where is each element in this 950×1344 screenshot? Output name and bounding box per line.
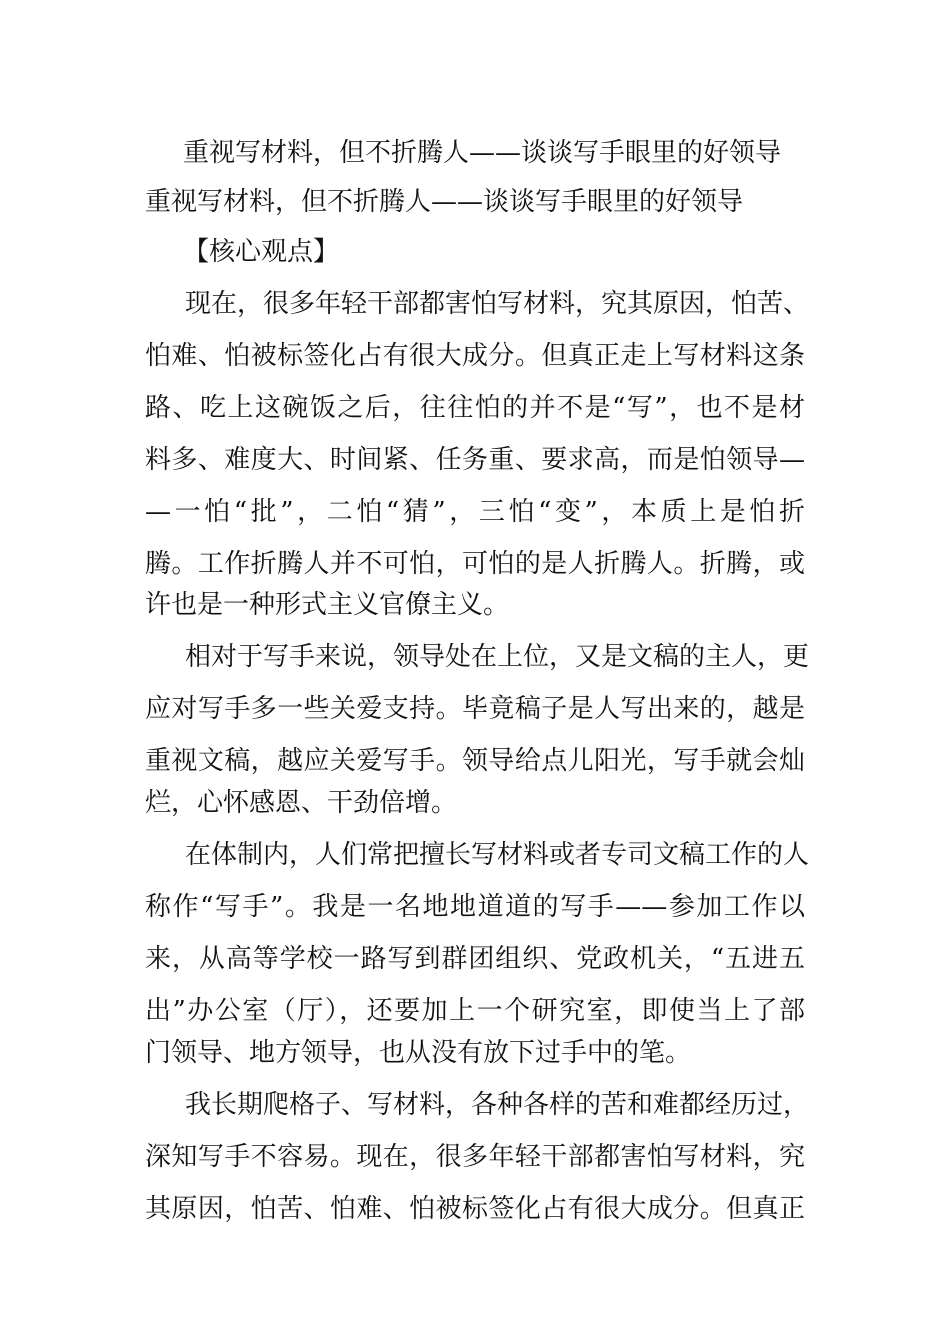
paragraph-line: 许也是一种形式主义官僚主义。 [145, 590, 510, 620]
paragraph-line: 现在，很多年轻干部都害怕写材料，究其原因，怕苦、 [185, 289, 810, 319]
paragraph-line: 称作“写手”。我是一名地地道道的写手——参加工作以 [145, 892, 805, 922]
paragraph-line: 门领导、地方领导，也从没有放下过手中的笔。 [145, 1038, 692, 1068]
paragraph-line: 来，从高等学校一路写到群团组织、党政机关，“五进五 [145, 944, 805, 974]
paragraph-line: 在体制内，人们常把擅长写材料或者专司文稿工作的人 [185, 840, 810, 870]
paragraph-line: 重视文稿，越应关爱写手。领导给点儿阳光，写手就会灿 [145, 746, 805, 776]
paragraph-line: 烂，心怀感恩、干劲倍增。 [145, 788, 458, 818]
paragraph-line: —一怕“批”，二怕“猜”，三怕“变”，本质上是怕折 [145, 497, 805, 527]
paragraph-line: 相对于写手来说，领导处在上位，又是文稿的主人，更 [185, 642, 810, 672]
paragraph-line: 我长期爬格子、写材料，各种各样的苦和难都经历过， [185, 1090, 810, 1120]
paragraph-line: 其原因，怕苦、怕难、怕被标签化占有很大成分。但真正 [145, 1194, 805, 1224]
document-title-line-1: 重视写材料，但不折腾人——谈谈写手眼里的好领导 [183, 138, 782, 168]
document-title-line-2: 重视写材料，但不折腾人——谈谈写手眼里的好领导 [145, 187, 744, 217]
paragraph-line: 出”办公室（厅），还要加上一个研究室，即使当上了部 [145, 996, 805, 1026]
paragraph-line: 怕难、怕被标签化占有很大成分。但真正走上写材料这条 [145, 341, 805, 371]
paragraph-line: 料多、难度大、时间紧、任务重、要求高，而是怕领导— [145, 445, 805, 475]
paragraph-line: 腾。工作折腾人并不可怕，可怕的是人折腾人。折腾，或 [145, 549, 805, 579]
paragraph-line: 深知写手不容易。现在，很多年轻干部都害怕写材料，究 [145, 1142, 805, 1172]
section-heading: 【核心观点】 [183, 237, 340, 267]
paragraph-line: 应对写手多一些关爱支持。毕竟稿子是人写出来的，越是 [145, 694, 805, 724]
paragraph-line: 路、吃上这碗饭之后，往往怕的并不是“写”，也不是材 [145, 393, 805, 423]
